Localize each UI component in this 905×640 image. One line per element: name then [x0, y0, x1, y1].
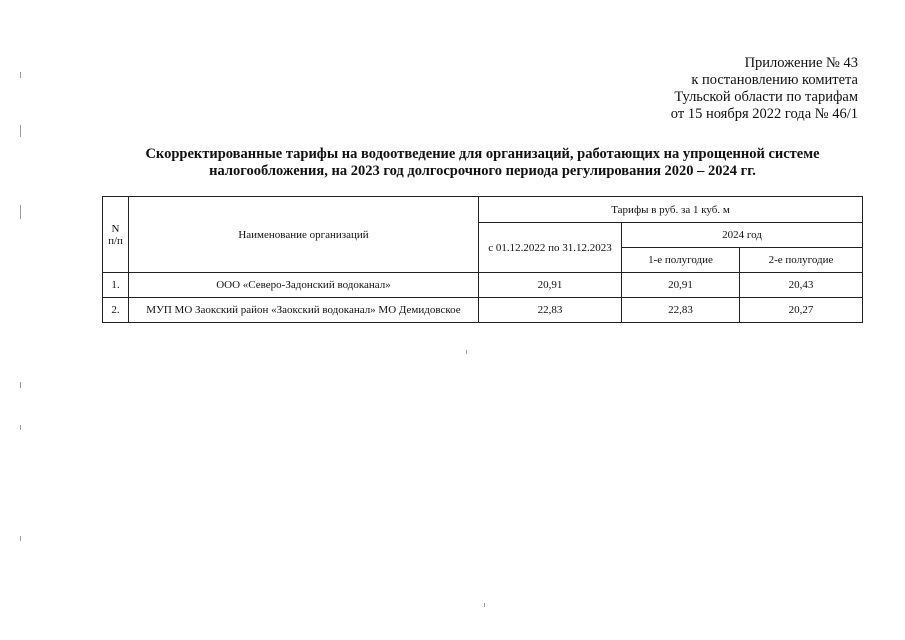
- appendix-line-resolution: к постановлению комитета: [691, 72, 858, 88]
- appendix-line-date: от 15 ноября 2022 года № 46/1: [670, 106, 858, 122]
- header-number: N п/п: [103, 197, 129, 273]
- row-tariff-2024-half2: 20,27: [740, 298, 863, 323]
- appendix-line-committee: Тульской области по тарифам: [674, 89, 858, 105]
- tariffs-table: [102, 196, 863, 323]
- row-tariff-2024-half2: 20,43: [740, 273, 863, 298]
- row-tariff-2024-half1: 22,83: [622, 298, 740, 323]
- header-half-1: 1-е полугодие: [622, 248, 740, 273]
- appendix-line-number: Приложение № 43: [744, 55, 858, 71]
- row-number: 2.: [103, 298, 129, 323]
- scan-mark: [20, 205, 21, 219]
- header-period-2023: с 01.12.2022 по 31.12.2023: [479, 223, 622, 273]
- row-tariff-2023: 22,83: [479, 298, 622, 323]
- header-half-2: 2-е полугодие: [740, 248, 863, 273]
- appendix-block: [671, 55, 858, 123]
- row-tariff-2023: 20,91: [479, 273, 622, 298]
- row-org-name: ООО «Северо-Задонский водоканал»: [129, 273, 479, 298]
- scan-mark: [466, 350, 467, 354]
- header-org-name: Наименование организаций: [129, 197, 479, 273]
- header-year-2024: 2024 год: [622, 223, 863, 248]
- table-row: [103, 273, 863, 298]
- header-tariffs: Тарифы в руб. за 1 куб. м: [479, 197, 863, 223]
- scan-mark: [484, 603, 485, 607]
- row-org-name: МУП МО Заокский район «Заокский водоканал» МО Демидовское: [129, 298, 479, 323]
- header-row-1: [103, 197, 863, 223]
- title-line-1: Скорректированные тарифы на водоотведение для организаций, работающих на упрощенной системе: [145, 146, 820, 162]
- scan-mark: [20, 536, 21, 541]
- row-tariff-2024-half1: 20,91: [622, 273, 740, 298]
- scan-mark: [20, 72, 21, 78]
- row-number: 1.: [103, 273, 129, 298]
- table-row: [103, 298, 863, 323]
- scan-mark: [20, 425, 21, 430]
- title-line-2: налогообложения, на 2023 год долгосрочного периода регулирования 2020 – 2024 гг.: [209, 163, 756, 179]
- scan-mark: [20, 125, 21, 137]
- document-title: [100, 146, 865, 180]
- scan-mark: [20, 382, 21, 388]
